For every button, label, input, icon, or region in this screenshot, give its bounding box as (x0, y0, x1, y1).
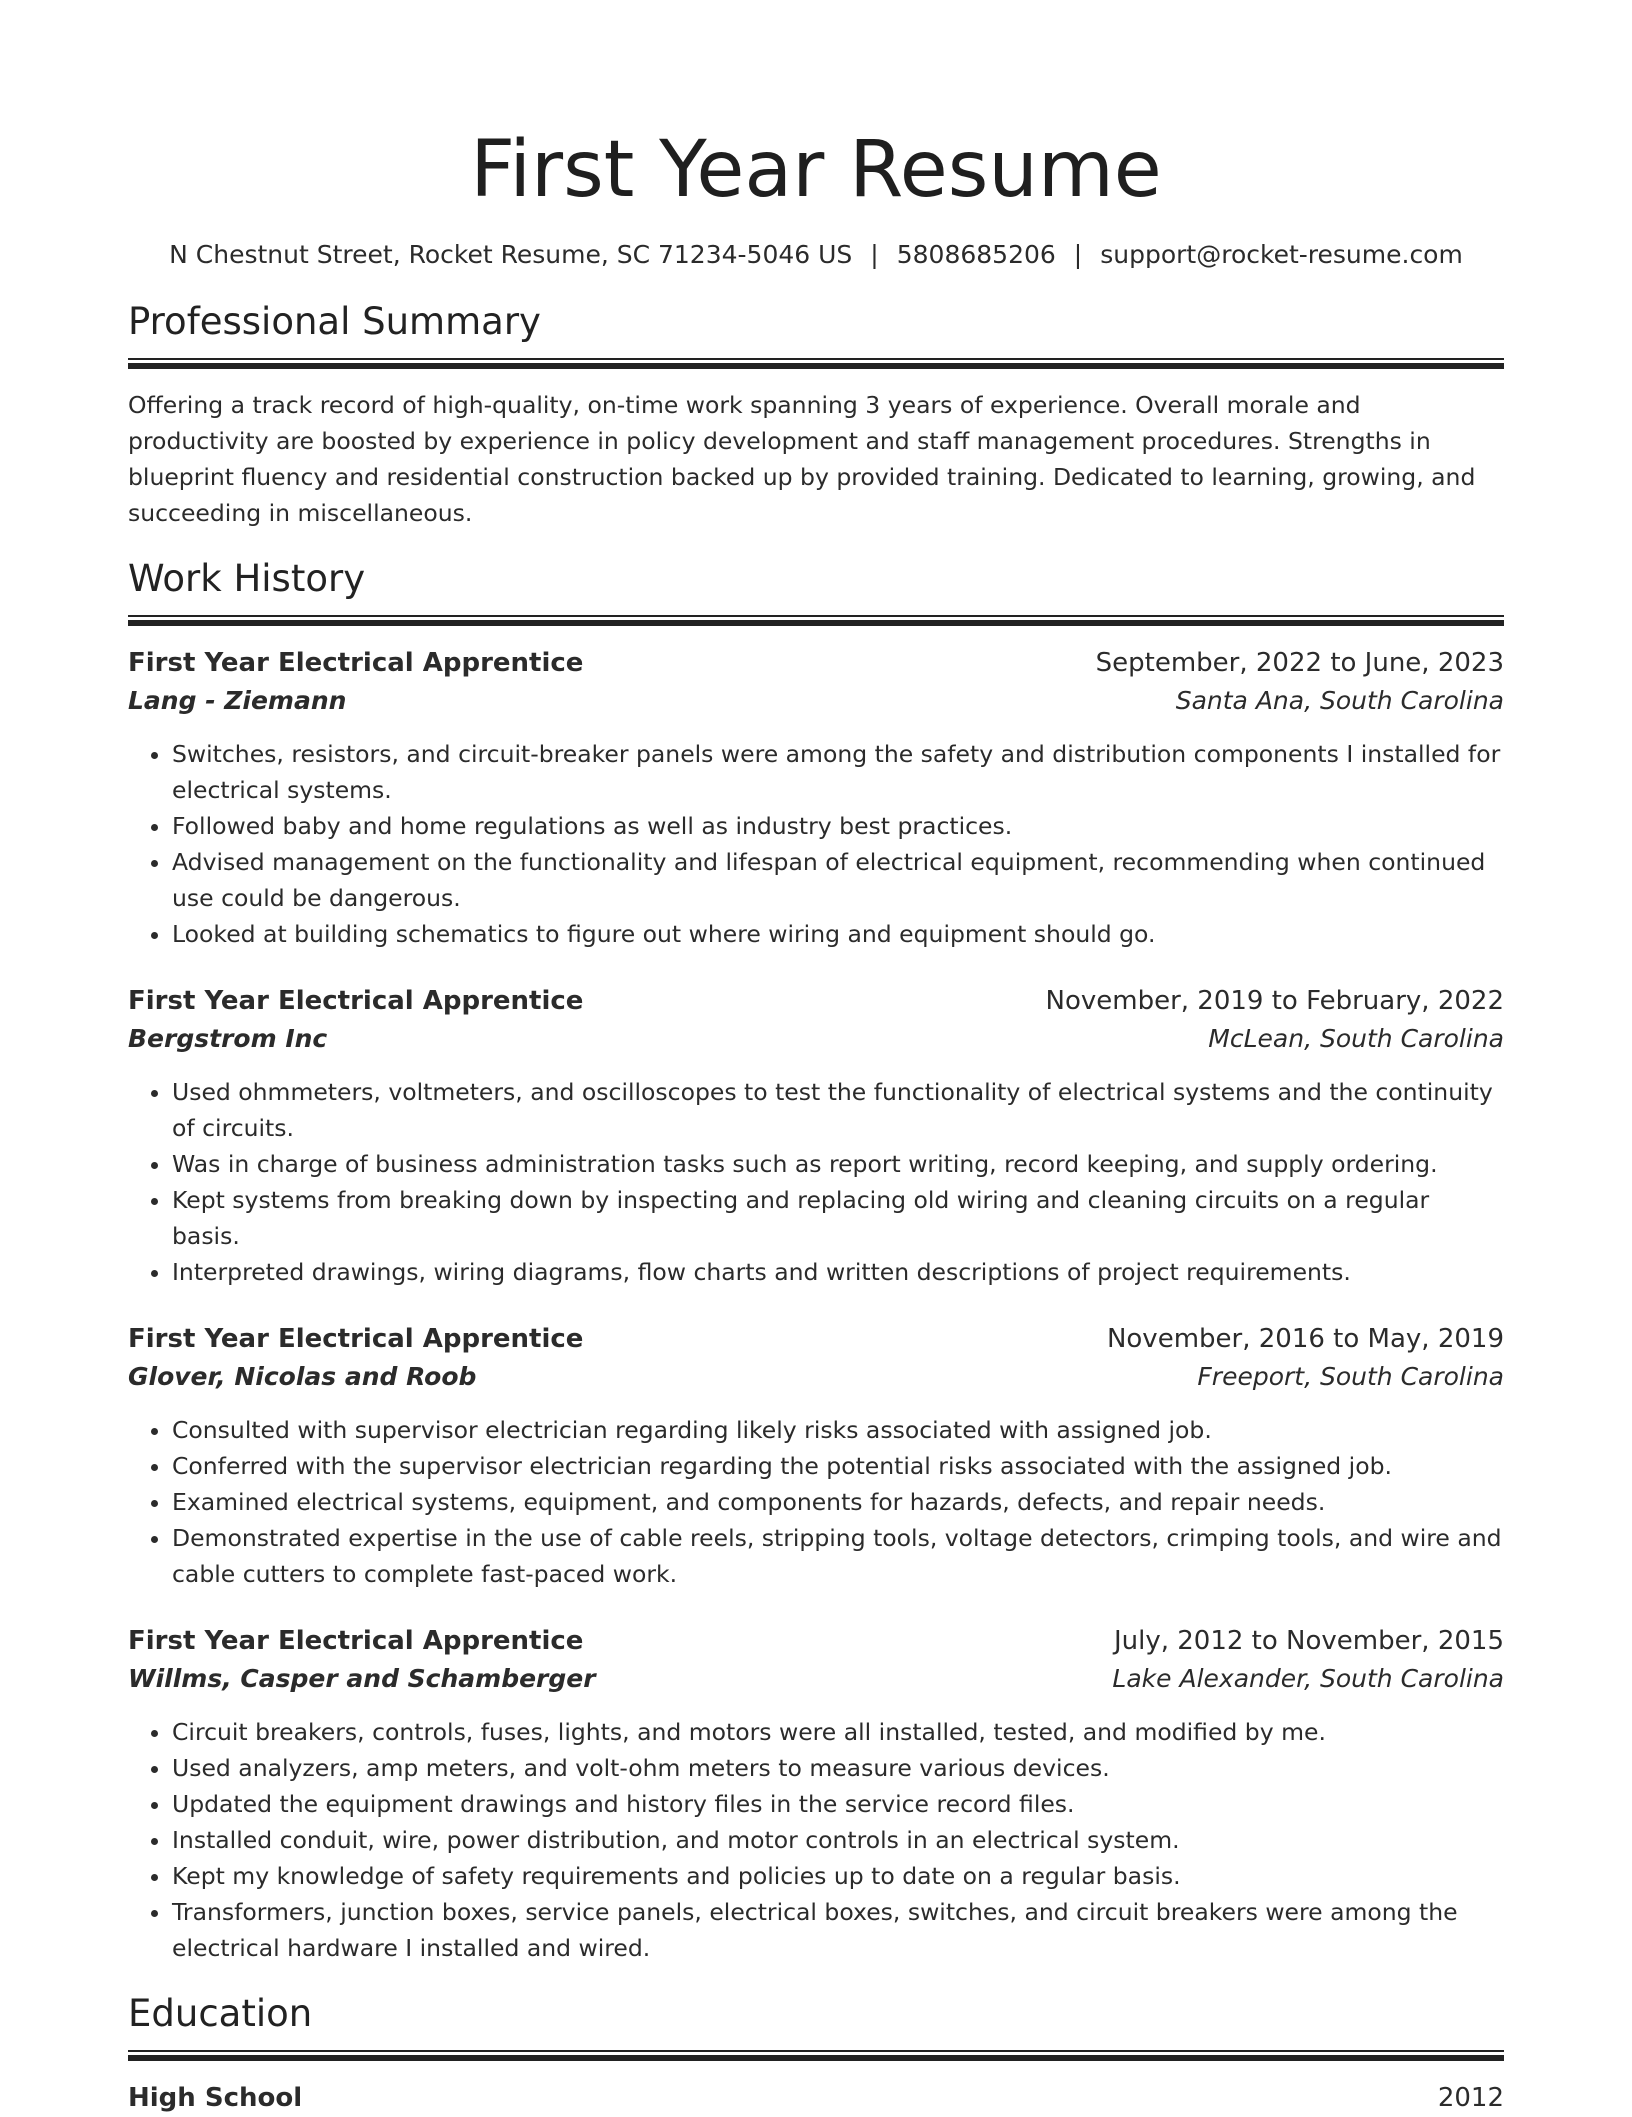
job-company: Lang - Ziemann (128, 686, 347, 715)
job-subheader (128, 1020, 1504, 1058)
job-title: First Year Electrical Apprentice (128, 1324, 584, 1354)
education-heading: Education (128, 1992, 313, 2035)
job-header (128, 1320, 1504, 1358)
list-item: • Transformers, junction boxes, service panels, electrical boxes, switches, and circuit breakers were among the electrical hardware I installed and wired. (172, 1894, 1504, 1966)
contact-separator: | (870, 240, 879, 269)
contact-phone: 5808685206 (896, 240, 1056, 269)
job-header (128, 644, 1504, 682)
job-title: First Year Electrical Apprentice (128, 1626, 584, 1656)
job-location: Santa Ana, South Carolina (1175, 686, 1504, 715)
contact-line (128, 238, 1504, 272)
resume-name: First Year Resume (470, 125, 1162, 215)
education-entry (128, 2079, 1504, 2117)
job-header (128, 1622, 1504, 1660)
job-entry (128, 982, 1504, 1290)
job-bullets (128, 1714, 1504, 1966)
list-item: • Looked at building schematics to figure out where wiring and equipment should go. (172, 916, 1504, 952)
list-item: • Advised management on the functionality and lifespan of electrical equipment, recommending when continued use could be dangerous. (172, 844, 1504, 916)
job-bullets (128, 1412, 1504, 1592)
job-company: Bergstrom Inc (128, 1024, 328, 1053)
job-dates: November, 2019 to February, 2022 (1045, 986, 1504, 1016)
job-company: Glover, Nicolas and Roob (128, 1362, 477, 1391)
summary-section (128, 298, 1504, 531)
job-title: First Year Electrical Apprentice (128, 986, 584, 1016)
contact-separator: | (1073, 240, 1083, 269)
job-dates: July, 2012 to November, 2015 (1113, 1626, 1504, 1656)
job-company: Willms, Casper and Schamberger (128, 1664, 596, 1693)
list-item: • Consulted with supervisor electrician regarding likely risks associated with assigned job. (172, 1412, 1504, 1448)
job-dates: September, 2022 to June, 2023 (1095, 648, 1504, 678)
job-subheader (128, 682, 1504, 720)
summary-text: Offering a track record of high-quality, on-time work spanning 3 years of experience. Overall morale and productivity are boosted by experience in policy development and staff management procedures. Strengths in blueprint fluency and residential construction backed up by provided training. Dedicated to learning, growing, and succeeding in miscellaneous. (128, 391, 1476, 527)
list-item: • Was in charge of business administration tasks such as report writing, record keeping, and supply ordering. (172, 1146, 1504, 1182)
education-year: 2012 (1437, 2083, 1504, 2113)
list-item: • Used analyzers, amp meters, and volt-ohm meters to measure various devices. (172, 1750, 1504, 1786)
list-item: • Examined electrical systems, equipment, and components for hazards, defects, and repair needs. (172, 1484, 1504, 1520)
list-item: • Used ohmmeters, voltmeters, and oscilloscopes to test the functionality of electrical systems and the continuity of circuits. (172, 1074, 1504, 1146)
list-item: • Demonstrated expertise in the use of cable reels, stripping tools, voltage detectors, crimping tools, and wire and cable cutters to complete fast-paced work. (172, 1520, 1504, 1592)
job-location: Lake Alexander, South Carolina (1112, 1664, 1504, 1693)
list-item: • Installed conduit, wire, power distribution, and motor controls in an electrical system. (172, 1822, 1504, 1858)
job-location: Freeport, South Carolina (1197, 1362, 1504, 1391)
section-divider (128, 358, 1504, 369)
job-bullets (128, 1074, 1504, 1290)
job-header (128, 982, 1504, 1020)
list-item: • Switches, resistors, and circuit-breaker panels were among the safety and distribution components I installed for electrical systems. (172, 736, 1504, 808)
resume-page (128, 0, 1504, 2117)
work-history-section (128, 555, 1504, 1966)
list-item: • Conferred with the supervisor electrician regarding the potential risks associated with the assigned job. (172, 1448, 1504, 1484)
job-bullets (128, 736, 1504, 952)
contact-email: support@rocket-resume.com (1100, 240, 1463, 269)
education-section (128, 1990, 1504, 2117)
work-history-heading: Work History (128, 557, 366, 600)
list-item: • Interpreted drawings, wiring diagrams, flow charts and written descriptions of project requirements. (172, 1254, 1504, 1290)
job-title: First Year Electrical Apprentice (128, 648, 584, 678)
section-divider (128, 2050, 1504, 2061)
summary-heading: Professional Summary (128, 300, 541, 343)
list-item: • Updated the equipment drawings and history files in the service record files. (172, 1786, 1504, 1822)
job-location: McLean, South Carolina (1208, 1024, 1504, 1053)
list-item: • Followed baby and home regulations as well as industry best practices. (172, 808, 1504, 844)
job-subheader (128, 1358, 1504, 1396)
job-entry (128, 644, 1504, 952)
job-dates: November, 2016 to May, 2019 (1106, 1324, 1504, 1354)
job-subheader (128, 1660, 1504, 1698)
list-item: • Kept systems from breaking down by inspecting and replacing old wiring and cleaning circuits on a regular basis. (172, 1182, 1504, 1254)
job-entry (128, 1622, 1504, 1966)
list-item: • Circuit breakers, controls, fuses, lights, and motors were all installed, tested, and modified by me. (172, 1714, 1504, 1750)
contact-address: N Chestnut Street, Rocket Resume, SC 71234-5046 US (169, 240, 853, 269)
list-item: • Kept my knowledge of safety requirements and policies up to date on a regular basis. (172, 1858, 1504, 1894)
education-school: High School (128, 2083, 303, 2113)
job-entry (128, 1320, 1504, 1592)
section-divider (128, 615, 1504, 626)
